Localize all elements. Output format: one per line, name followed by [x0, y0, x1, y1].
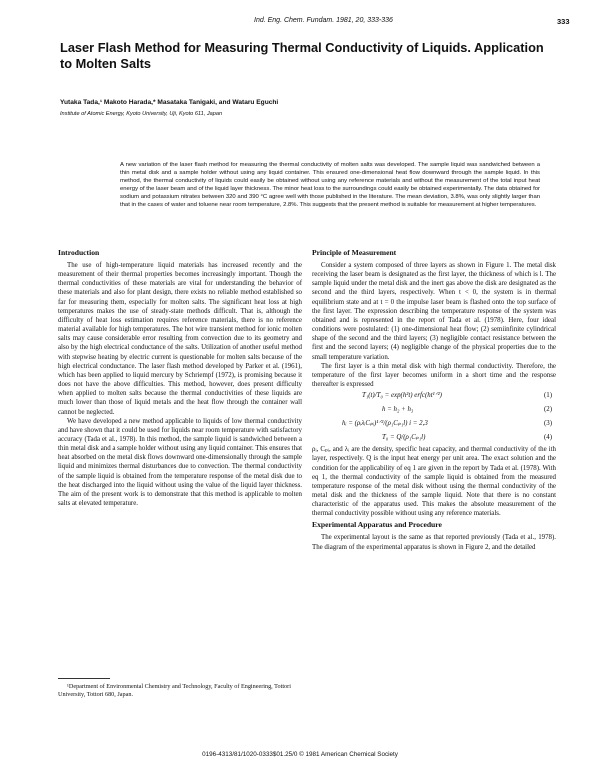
equation-number: (2) [543, 406, 552, 414]
introduction-paragraph: The use of high-temperature liquid materials has increased recently and the measurement of their thermal properties becomes increasingly important. Though the thermal conductivities of these materials are vital for understanding the behavior of these materials and also for plant design, there exists no reliable method established so far for measuring them, especially for molten salts. The significant heat loss at high temperatures makes the use of steady-state methods difficult. That is, although the difficulty of heat loss estimation requires reference materials, there is no reference material available for high temperatures. The hot wire transient method for ionic molten salts may cause considerable error resulting from convection due to its geometry and also by the high electrical conductance of the salts. Utilization of another useful method with stepwise heating by electric current is questionable for molten salts because of the high electrical conductance. The laser flash method developed by Parker et al. (1961), which has been applied to liquid mercury by Schriempf (1972), is promising because it does not have the above difficulties. This method, however, does present difficulty when applied to molten salts because the thermal conductivities of these liquids are much lower than those of liquid metals and the heat flow through the container wall cannot be neglected. [58, 262, 302, 416]
equation-number: (1) [543, 392, 552, 400]
principle-paragraph: Consider a system composed of three layers as shown in Figure 1. The metal disk receiving the laser beam is designated as the first layer, the thickness of which is l. The sample liquid under the metal disk and the inert gas above the disk are designated as the second and the third layers, respectively. When t < 0, the system is in thermal equilibrium state and at t = 0 the impulse laser beam is flashed onto the top surface of the first layer. The expression describing the temperature response of the system was obtained and is represented in the report of Tada et al. (1978). Here, four ideal conditions were postulated: (1) one-dimensional heat flow; (2) semiinfinite cylindrical shape of the second and the third layers; (3) negligible contact resistance between the first and the second layers; (4) negligible change of the physical properties due to the small temperature variation. [312, 262, 556, 361]
equation-expression: T₁(t)/T₀ = exp(h²t) erfc(ht¹ᐟ²) [362, 392, 442, 400]
principle-paragraph: The first layer is a thin metal disk with high thermal conductivity. Therefore, the temperature of the first layer becomes uniform in a short time and the response thereafter is expressed [312, 362, 556, 389]
principle-paragraph: ρᵢ, Cₚᵢ, and λᵢ are the density, specific heat capacity, and thermal conductivity of the ith layer, respectively. Q is the input heat energy per unit area. The exact solution and the condition for the applicability of eq 1 are given in the report by Tada et al. (1978). With eq 1, the thermal conductivity of the sample liquid is obtained from the measured temperature response of the metal disk without using the thermal conductivity of the metal disk and the thickness of the sample liquid. Note that there is no constant characteristic of the apparatus used. This makes the absolute measurement of the thermal conductivity possible without using any reference materials. [312, 446, 556, 518]
equation-number: (3) [543, 420, 552, 428]
principle-heading: Principle of Measurement [312, 248, 397, 257]
right-column [312, 248, 556, 552]
article-title: Laser Flash Method for Measuring Thermal Conductivity of Liquids. Application to Molten Salts [60, 40, 544, 71]
page-number: 333 [557, 17, 570, 26]
author-list: Yutaka Tada,¹ Makoto Harada,* Masataka Tanigaki, and Wataru Eguchi [60, 99, 279, 106]
copyright-line: 0196-4313/81/1020-0333$01.25/0 © 1981 American Chemical Society [202, 751, 398, 758]
affiliation: Institute of Atomic Energy, Kyoto University, Uji, Kyoto 611, Japan [60, 111, 223, 117]
equation-4 [312, 431, 556, 445]
equation-1 [312, 389, 556, 403]
introduction-paragraph: We have developed a new method applicable to liquids of low thermal conductivity and have shown that it could be used for liquids near room temperature with satisfactory accuracy (Tada et al., 1978). In this method, the sample liquid is sandwiched between a thin metal disk and a sample holder without using any liquid container. This ensures that heat absorbed on the metal disk flows downward one-dimensionally through the sample liquid and minimizes thermal disturbances due to convection. The thermal conductivity of the sample liquid is obtained from the temperature response of the metal disk due to the heat discharged into the liquid without using the value of the liquid layer thickness. The aim of the present work is to demonstrate that this method is applicable to molten salts at elevated temperature. [58, 417, 302, 508]
footnote-rule [58, 678, 110, 679]
equation-3 [312, 417, 556, 431]
equation-expression: T₀ = Q/(ρ₁Cₚ₁l) [382, 434, 426, 442]
experimental-heading: Experimental Apparatus and Procedure [312, 520, 442, 530]
equation-2 [312, 403, 556, 417]
footnote: ¹Department of Environmental Chemistry and Technology, Faculty of Engineering, Tottori University, Tottori 680, Japan. [58, 683, 291, 699]
left-column [58, 248, 302, 508]
equation-expression: h = h₂ + h₃ [382, 406, 414, 414]
experimental-paragraph: The experimental layout is the same as that reported previously (Tada et al., 1978). The diagram of the experimental apparatus is shown in Figure 2, and the detailed [312, 534, 556, 551]
equation-expression: hᵢ = (ρᵢλᵢCₚᵢ)¹ᐟ²/(ρ₁Cₚ₁l) i = 2,3 [342, 420, 428, 428]
introduction-heading: Introduction [58, 248, 100, 257]
journal-citation: Ind. Eng. Chem. Fundam. 1981, 20, 333-336 [254, 17, 393, 24]
abstract: A new variation of the laser flash method for measuring the thermal conductivity of molten salts was developed. The sample liquid was sandwiched between a thin metal disk and a sample holder without using any liquid container. This ensured one-dimensional heat flow downward through the sample liquid. In this method, the thermal conductivity of liquids could easily be obtained without using any reference materials and without the measurement of the total input heat energy of the laser beam and of the liquid layer thickness. The minor heat loss to the surroundings could easily be obtained experimentally. The data obtained for sodium and potassium nitrates between 320 and 390 °C agree well with those published in the literature. The mean deviation, 3.8%, was only slightly larger than that in the cases of water and toluene near room temperature, 2.8%. This suggests that the present method is suitable for measurement at higher temperatures. [120, 162, 540, 208]
equation-number: (4) [543, 434, 552, 442]
